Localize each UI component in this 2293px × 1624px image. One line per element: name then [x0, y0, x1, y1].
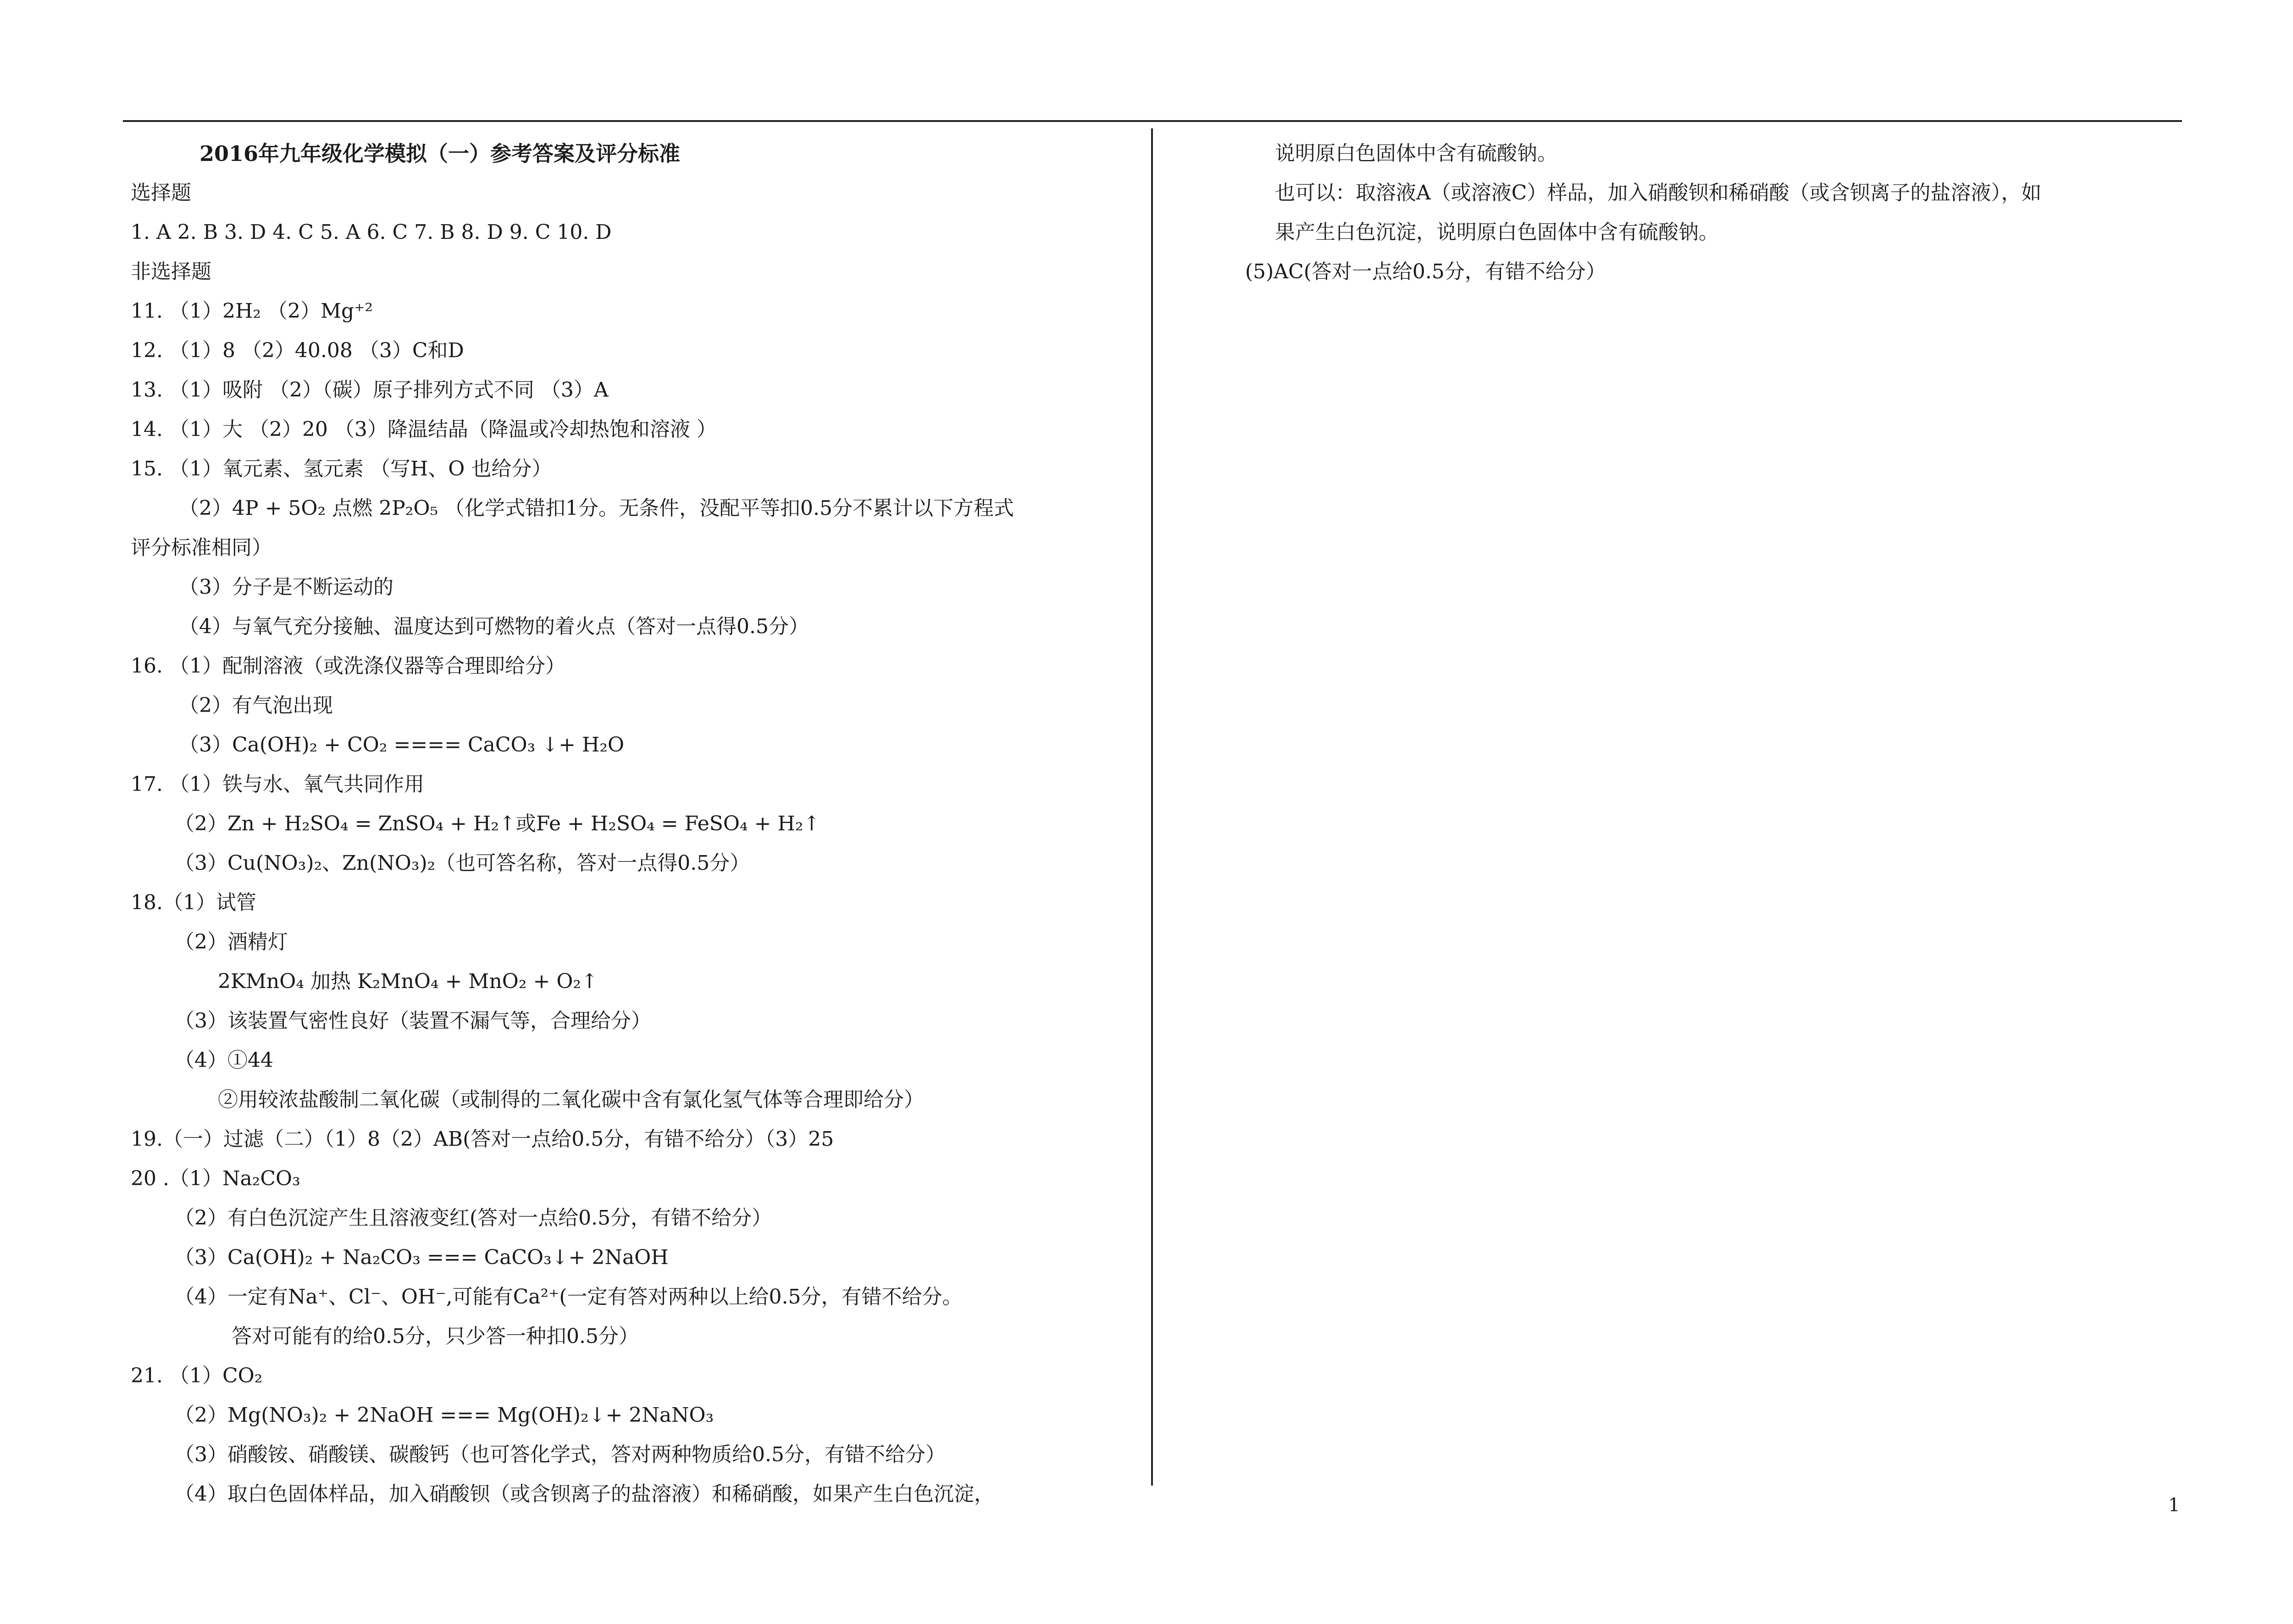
- answer-line: （2）有白色沉淀产生且溶液变红(答对一点给0.5分，有错不给分）: [174, 1206, 772, 1230]
- page-title: 2016年九年级化学模拟（一）参考答案及评分标准: [199, 141, 681, 166]
- answer-line: 非选择题: [131, 260, 211, 283]
- answer-line: 19.（一）过滤（二）（1）8（2）AB(答对一点给0.5分，有错不给分）（3）25: [131, 1127, 834, 1151]
- answer-line: 2KMnO₄ 加热 K₂MnO₄ + MnO₂ + O₂↑: [218, 970, 598, 993]
- top-rule: [123, 120, 2182, 122]
- column-divider: [1151, 128, 1153, 1486]
- answer-line: （2）4P + 5O₂ 点燃 2P₂O₅ （化学式错扣1分。无条件，没配平等扣0.5分不累计以下方程式: [179, 497, 1014, 520]
- answer-line: 1. A 2. B 3. D 4. C 5. A 6. C 7. B 8. D 9. C 10. D: [131, 221, 612, 244]
- answer-line: 评分标准相同）: [131, 536, 272, 559]
- answer-line: 也可以：取溶液A（或溶液C）样品，加入硝酸钡和稀硝酸（或含钡离子的盐溶液），如: [1275, 181, 2042, 204]
- answer-line: 20 .（1）Na₂CO₃: [131, 1167, 300, 1190]
- answer-line: （4）①44: [174, 1049, 273, 1072]
- answer-line: 18.（1）试管: [131, 891, 256, 914]
- answer-line: （2）有气泡出现: [179, 694, 333, 717]
- answer-line: 选择题: [131, 181, 191, 204]
- answer-line: （3）Ca(OH)₂ + CO₂ ==== CaCO₃ ↓+ H₂O: [179, 733, 625, 757]
- page-number: 1: [2168, 1495, 2180, 1516]
- answer-line: 15. （1）氧元素、氢元素 （写H、O 也给分）: [131, 457, 552, 481]
- answer-line: 17. （1）铁与水、氧气共同作用: [131, 773, 424, 796]
- right-answer-lines: [1245, 134, 2185, 292]
- answer-line: （3）Cu(NO₃)₂、Zn(NO₃)₂（也可答名称，答对一点得0.5分）: [174, 851, 750, 875]
- answer-line: （3）该装置气密性良好（装置不漏气等，合理给分）: [174, 1009, 651, 1033]
- answer-line: （3）分子是不断运动的: [179, 575, 393, 599]
- answer-line: 12. （1）8 （2）40.08 （3）C和D: [131, 339, 464, 362]
- answer-line: ②用较浓盐酸制二氧化碳（或制得的二氧化碳中含有氯化氢气体等合理即给分）: [218, 1088, 924, 1111]
- left-answer-lines: [131, 173, 1137, 1514]
- answer-line: （4）一定有Na⁺、Cl⁻、OH⁻,可能有Ca²⁺(一定有答对两种以上给0.5分，有错不给分。: [174, 1285, 963, 1309]
- answer-line: 16. （1）配制溶液（或洗涤仪器等合理即给分）: [131, 654, 565, 678]
- answer-line: 果产生白色沉淀，说明原白色固体中含有硫酸钠。: [1275, 221, 1719, 244]
- right-column: [1245, 134, 2185, 292]
- left-column: [131, 134, 1137, 1514]
- answer-line: （4）取白色固体样品，加入硝酸钡（或含钡离子的盐溶液）和稀硝酸，如果产生白色沉淀，: [174, 1482, 994, 1506]
- answer-line: (5)AC(答对一点给0.5分，有错不给分）: [1245, 260, 1606, 283]
- answer-line: 21. （1）CO₂: [131, 1364, 263, 1387]
- answer-line: （2）Mg(NO₃)₂ + 2NaOH === Mg(OH)₂↓+ 2NaNO₃: [174, 1403, 714, 1427]
- answer-line: （2）酒精灯: [174, 930, 288, 954]
- answer-line: （2）Zn + H₂SO₄ = ZnSO₄ + H₂↑或Fe + H₂SO₄ = FeSO₄ + H₂↑: [174, 812, 820, 835]
- answer-line: 11. （1）2H₂ （2）Mg⁺²: [131, 299, 373, 323]
- answer-line: （3）硝酸铵、硝酸镁、碳酸钙（也可答化学式，答对两种物质给0.5分，有错不给分）: [174, 1443, 946, 1466]
- answer-line: 说明原白色固体中含有硫酸钠。: [1275, 142, 1557, 165]
- answer-line: 答对可能有的给0.5分，只少答一种扣0.5分）: [232, 1325, 639, 1348]
- answer-line: （4）与氧气充分接触、温度达到可燃物的着火点（答对一点得0.5分）: [179, 615, 809, 638]
- answer-line: 14. （1）大 （2）20 （3）降温结晶（降温或冷却热饱和溶液 ）: [131, 418, 717, 441]
- answer-line: （3）Ca(OH)₂ + Na₂CO₃ === CaCO₃↓+ 2NaOH: [174, 1246, 669, 1269]
- answer-line: 13. （1）吸附 （2）（碳）原子排列方式不同 （3）A: [131, 378, 609, 402]
